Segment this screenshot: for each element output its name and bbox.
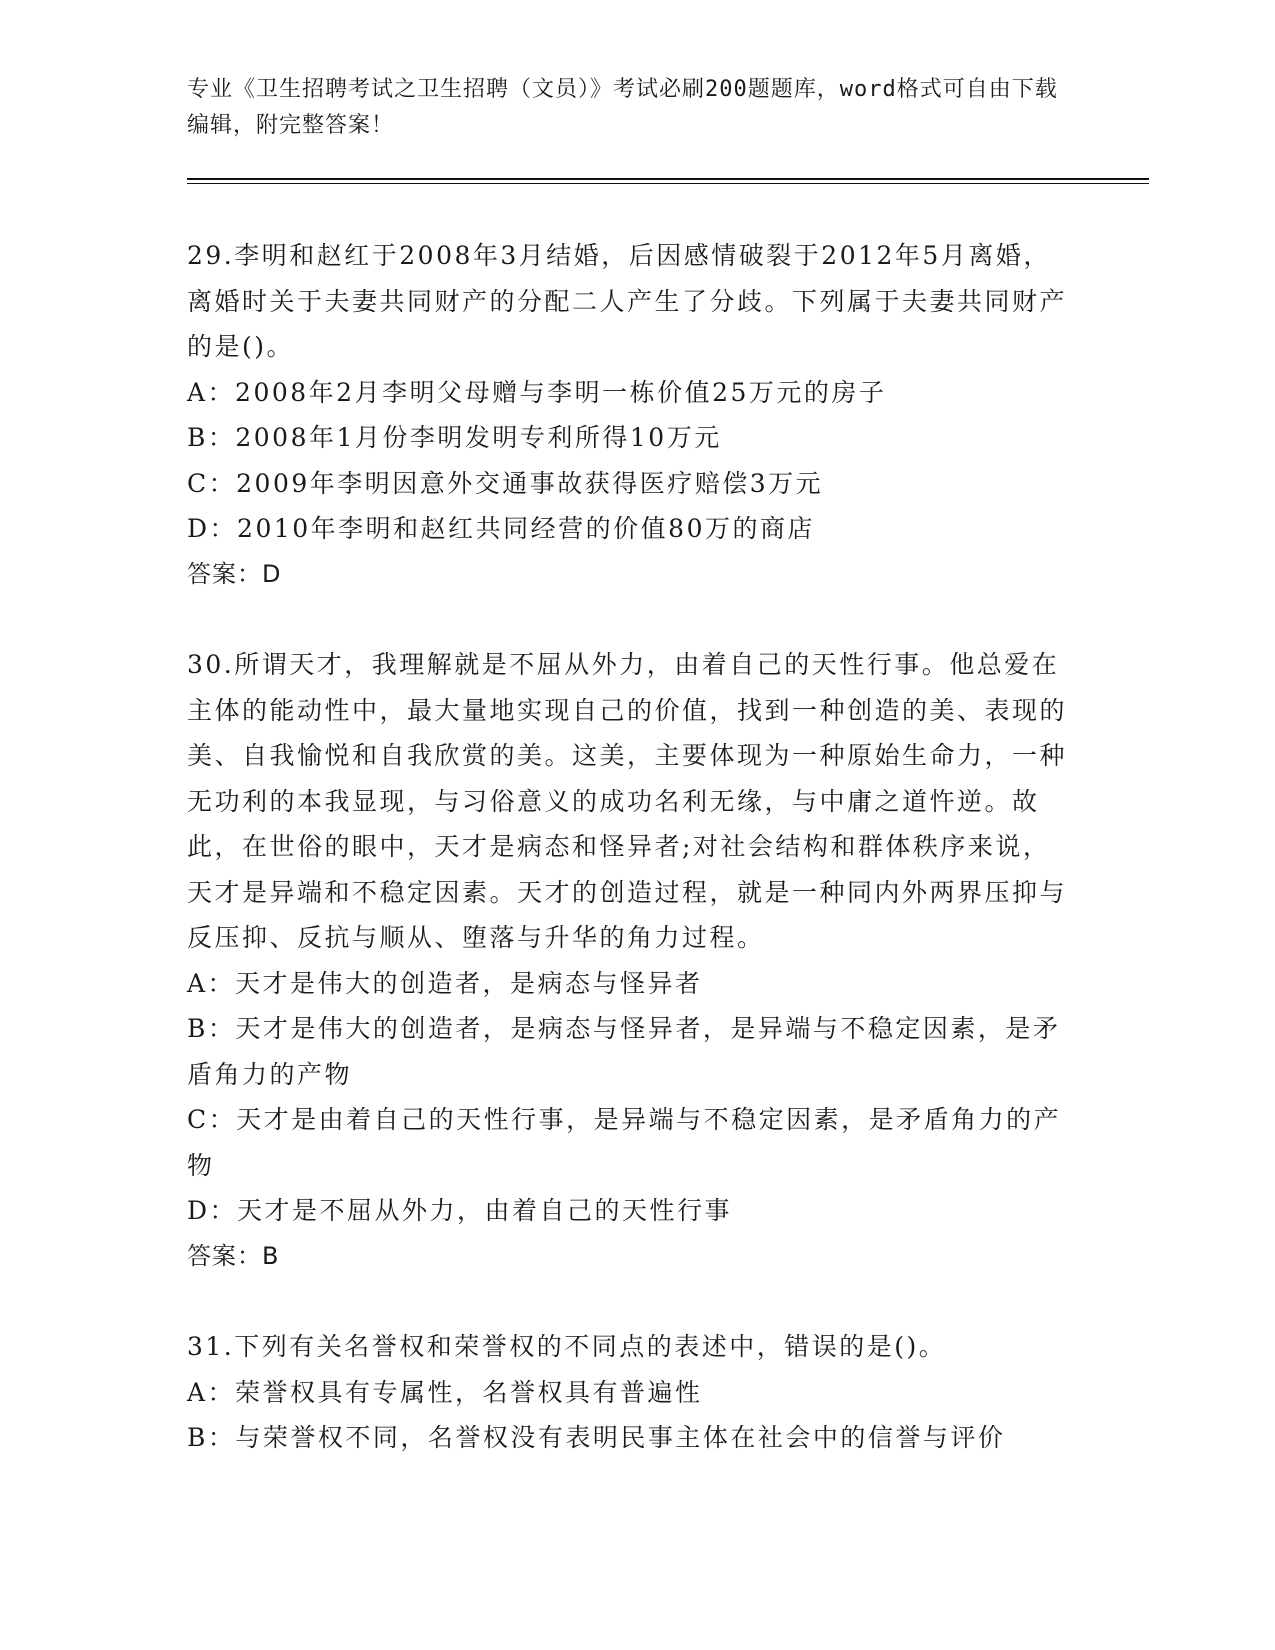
question-text: 29.李明和赵红于2008年3月结婚，后因感情破裂于2012年5月离婚，离婚时关于夫妻共同财产的分配二人产生了分歧。下列属于夫妻共同财产的是()。 [187, 241, 1068, 361]
question-text: 31.下列有关名誉权和荣誉权的不同点的表述中，错误的是()。 [187, 1332, 947, 1361]
answer-line: 答案：B [187, 1241, 280, 1270]
option-b: B：天才是伟大的创造者，是病态与怪异者，是异端与不稳定因素，是矛盾角力的产物 [187, 1014, 1061, 1089]
option-b: B：与荣誉权不同，名誉权没有表明民事主体在社会中的信誉与评价 [187, 1423, 1006, 1452]
option-d: D：天才是不屈从外力，由着自己的天性行事 [187, 1196, 733, 1225]
option-d: D：2010年李明和赵红共同经营的价值80万的商店 [187, 514, 815, 543]
option-c: C：2009年李明因意外交通事故获得医疗赔偿3万元 [187, 468, 824, 498]
option-a: A：荣誉权具有专属性，名誉权具有普遍性 [187, 1377, 703, 1407]
question-text: 30.所谓天才，我理解就是不屈从外力，由着自己的天性行事。他总爱在主体的能动性中，最大量地实现自己的价值，找到一种创造的美、表现的美、自我愉悦和自我欣赏的美。这美，主要体现为一种原始生命力，一种无功利的本我显现，与习俗意义的成功名利无缘，与中庸之道忤逆。故此，在世俗的眼中，天才是病态和怪异者;对社会结构和群体秩序来说，天才是异端和不稳定因素。天才的创造过程，就是一种同内外两界压抑与反压抑、反抗与顺从、堕落与升华的角力过程。 [187, 650, 1068, 952]
option-a: A：天才是伟大的创造者，是病态与怪异者 [187, 968, 703, 998]
option-c: C：天才是由着自己的天性行事，是异端与不稳定因素，是矛盾角力的产物 [187, 1105, 1062, 1180]
question-list [187, 233, 1077, 1506]
option-b: B：2008年1月份李明发明专利所得10万元 [187, 423, 722, 452]
header-divider-thick [187, 178, 1149, 180]
answer-line: 答案：D [187, 559, 282, 588]
document-header: 专业《卫生招聘考试之卫生招聘（文员）》考试必刷200题题库，word格式可自由下载编辑，附完整答案！ [187, 77, 1058, 138]
question-29 [187, 233, 1077, 597]
option-a: A：2008年2月李明父母赠与李明一栋价值25万元的房子 [187, 377, 887, 407]
header-divider-thin [187, 183, 1149, 184]
question-30 [187, 642, 1077, 1279]
question-31 [187, 1324, 1077, 1461]
